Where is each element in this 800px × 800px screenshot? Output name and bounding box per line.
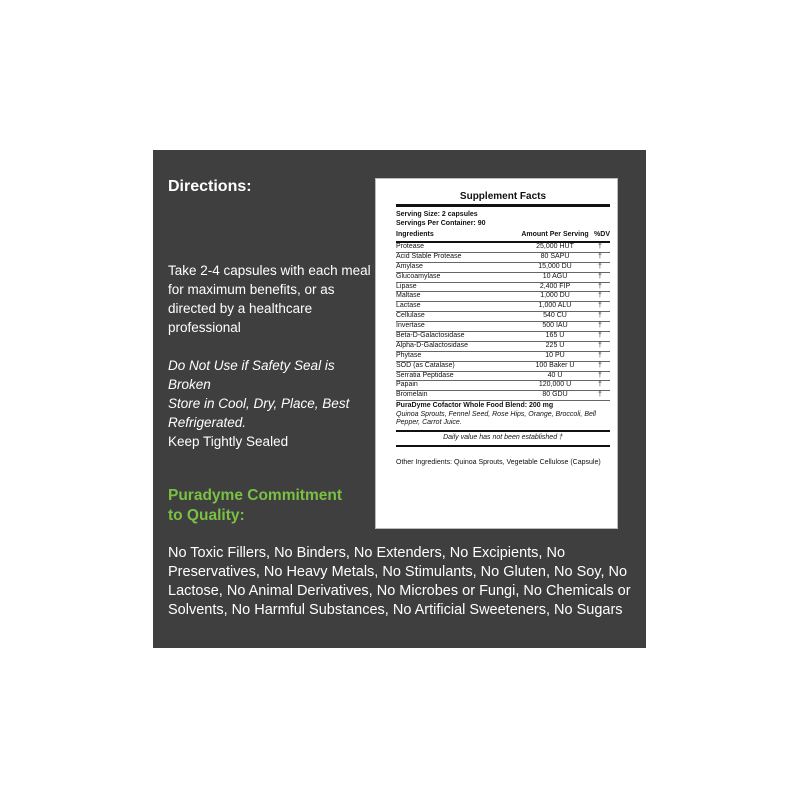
ingredient-dv: † xyxy=(598,312,602,320)
ingredient-row xyxy=(396,273,610,283)
ingredient-amount: 15,000 DU xyxy=(538,262,572,270)
ingredient-amount: 1,000 ALU xyxy=(538,302,572,310)
ingredient-dv: † xyxy=(598,243,602,250)
ingredient-dv: † xyxy=(598,262,602,270)
commitment-heading xyxy=(168,486,383,526)
ingredient-name: Cellulase xyxy=(396,312,425,320)
ingredient-dv: † xyxy=(598,371,602,379)
ingredient-name: Phytase xyxy=(396,351,422,359)
ingredient-dv: † xyxy=(598,341,602,349)
header-dv: %DV xyxy=(594,231,610,238)
ingredient-dv: † xyxy=(598,292,602,300)
keep-sealed-text: Keep Tightly Sealed xyxy=(168,434,289,449)
ingredient-dv: † xyxy=(598,351,602,359)
ingredient-row xyxy=(396,302,610,312)
ingredient-row xyxy=(396,352,610,362)
ingredient-name: Beta-D-Galactosidase xyxy=(396,332,465,340)
ingredient-dv: † xyxy=(598,252,602,260)
ingredient-row xyxy=(396,332,610,342)
storage-instruction: Store in Cool, Dry, Place, Best Refrigerated. xyxy=(168,396,350,430)
ingredient-amount: 10 AGU xyxy=(542,272,568,280)
ingredient-name: Invertase xyxy=(396,322,425,330)
commitment-heading-line2: to Quality: xyxy=(168,507,245,524)
ingredient-row xyxy=(396,292,610,302)
other-ingredients: Other Ingredients: Quinoa Sprouts, Vegetable Cellulose (Capsule) xyxy=(396,458,601,466)
cofactor-blend xyxy=(396,401,610,432)
ingredient-row xyxy=(396,381,610,391)
ingredient-row xyxy=(396,283,610,293)
ingredient-name: Acid Stable Protease xyxy=(396,252,462,260)
ingredient-row xyxy=(396,263,610,273)
header-ingredients: Ingredients xyxy=(396,231,434,238)
blend-items: Quinoa Sprouts, Fennel Seed, Rose Hips, Orange, Broccoli, Bell Pepper, Carrot Juice. xyxy=(396,410,596,427)
ingredient-name: Lipase xyxy=(396,282,417,290)
ingredient-row xyxy=(396,372,610,382)
ingredient-amount: 2,400 FIP xyxy=(539,282,571,290)
ingredient-dv: † xyxy=(598,381,602,389)
ingredient-amount: 225 U xyxy=(545,341,565,349)
ingredient-row xyxy=(396,362,610,372)
blend-name: PuraDyme Cofactor Whole Food Blend: 200 mg xyxy=(396,402,554,410)
ingredient-amount: 100 Baker U xyxy=(535,361,575,369)
ingredient-dv: † xyxy=(598,332,602,340)
daily-value-footnote: Daily value has not been established † xyxy=(396,434,610,447)
ingredient-name: Serratia Peptidase xyxy=(396,371,454,379)
ingredient-amount: 80 SAPU xyxy=(540,252,570,260)
ingredient-name: Glucoamylase xyxy=(396,272,441,280)
ingredient-name: Bromelain xyxy=(396,391,428,399)
ingredient-amount: 40 U xyxy=(547,371,563,379)
ingredient-row xyxy=(396,391,610,401)
ingredient-name: Maltase xyxy=(396,292,421,300)
servings-per-container: Servings Per Container: 90 xyxy=(396,220,486,227)
ingredient-dv: † xyxy=(598,282,602,290)
ingredient-amount: 10 PU xyxy=(545,351,565,359)
ingredient-dv: † xyxy=(598,272,602,280)
ingredient-amount: 165 U xyxy=(545,332,565,340)
ingredient-row xyxy=(396,253,610,263)
directions-text xyxy=(168,261,378,451)
ingredient-dv: † xyxy=(598,361,602,369)
facts-title: Supplement Facts xyxy=(396,191,610,207)
directions-instruction: Take 2-4 capsules with each meal for maximum benefits, or as directed by a healthcare professional xyxy=(168,263,371,335)
ingredient-name: Alpha-D-Galactosidase xyxy=(396,341,468,349)
ingredient-amount: 120,000 U xyxy=(538,381,572,389)
ingredient-amount: 80 GDU xyxy=(542,391,568,399)
facts-header-row xyxy=(396,231,610,243)
ingredient-row xyxy=(396,322,610,332)
ingredient-row xyxy=(396,243,610,253)
ingredient-name: Papain xyxy=(396,381,418,389)
ingredient-row xyxy=(396,312,610,322)
supplement-facts-panel xyxy=(396,191,610,466)
ingredient-name: SOD (as Catalase) xyxy=(396,361,455,369)
ingredient-row xyxy=(396,342,610,352)
serving-size: Serving Size: 2 capsules xyxy=(396,211,478,218)
commitment-text: No Toxic Fillers, No Binders, No Extenders, No Excipients, No Preservatives, No Heavy Metals, No Stimulants, No Gluten, No Soy, No Lactose, No Animal Derivatives, No Microbes or Fungi, No Chemicals or Solvents, No Harmful Substances, No Artificial Sweeteners, No Sugars xyxy=(168,545,631,618)
ingredient-name: Amylase xyxy=(396,262,423,270)
serving-info xyxy=(396,210,610,228)
ingredient-list xyxy=(396,243,610,401)
ingredient-name: Protease xyxy=(396,243,425,250)
ingredient-amount: 540 CU xyxy=(543,312,567,320)
safety-seal-warning: Do Not Use if Safety Seal is Broken xyxy=(168,358,335,392)
directions-heading: Directions: xyxy=(168,178,252,195)
ingredient-dv: † xyxy=(598,302,602,310)
header-amount: Amount Per Serving xyxy=(521,231,589,238)
ingredient-dv: † xyxy=(598,391,602,399)
ingredient-amount: 25,000 HUT xyxy=(536,243,574,250)
ingredient-dv: † xyxy=(598,322,602,330)
ingredient-name: Lactase xyxy=(396,302,421,310)
ingredient-amount: 1,000 DU xyxy=(540,292,570,300)
ingredient-amount: 500 IAU xyxy=(542,322,568,330)
commitment-heading-line1: Puradyme Commitment xyxy=(168,487,342,504)
